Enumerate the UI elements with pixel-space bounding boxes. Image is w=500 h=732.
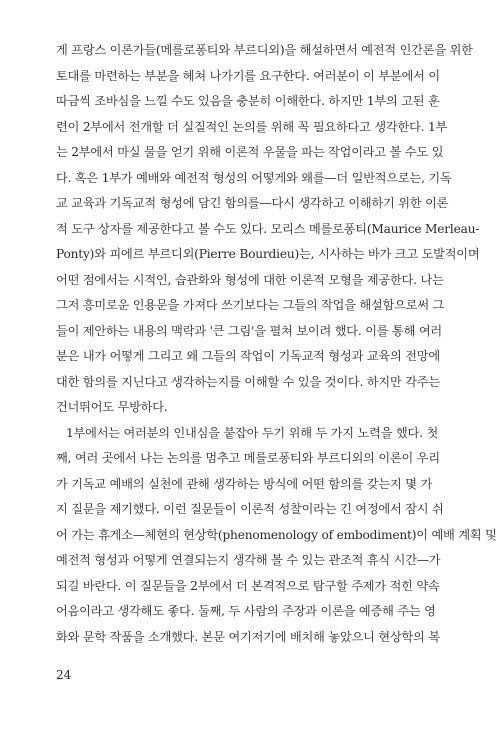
text-line: 어떤 점에서는 시적인, 습관화와 형성에 대한 이론적 모형을 제공한다. 나는 <box>56 272 444 287</box>
text-line: 지 질문을 제기했다. 이런 질문들이 이론적 성찰이라는 긴 여정에서 잠시 쉬 <box>56 502 444 516</box>
text-line: 는 2부에서 마실 물을 얻기 위해 이론적 우물을 파는 작업이라고 볼 수도 있 <box>56 145 444 159</box>
text-line: 건너뛰어도 무방하다. <box>56 400 168 414</box>
text-line: 되길 바란다. 이 질문들을 2부에서 더 본격적으로 탐구할 주제가 적힌 약속 <box>56 578 440 593</box>
page-number: 24 <box>56 668 72 682</box>
text-line: 교 교육과 기독교적 형성에 담긴 함의를—다시 생각하고 이해하기 위한 이론 <box>56 196 449 210</box>
text-line: 어음이라고 생각해도 좋다. 둘째, 두 사람의 주장과 이론을 예증해 주는 영 <box>56 604 436 618</box>
text-line: 화와 문학 작품을 소개했다. 본문 여기저기에 배치해 놓았으니 현상학의 복 <box>56 629 440 644</box>
text-line: Ponty)와 피에르 부르디외(Pierre Bourdieu)는, 시사하는 바가 크고 도발적이며 <box>56 247 480 261</box>
text-line: 다. 혹은 1부가 예배와 예전적 형성의 어떻게와 왜를—더 일반적으로는, 기독 <box>56 170 452 185</box>
text-line: 따금씩 조바심을 느낄 수도 있음을 충분히 이해한다. 하지만 1부의 고된 훈 <box>56 94 440 108</box>
text-line: 대한 함의를 지닌다고 생각하는지를 이해할 수 있을 것이다. 하지만 각주는 <box>56 374 440 389</box>
page-body <box>56 38 497 650</box>
text-line: 련이 2부에서 전개할 더 실질적인 논의를 위해 꼭 필요하다고 생각한다. 1부 <box>56 119 448 134</box>
text-line: 들이 제안하는 내용의 맥락과 '큰 그림'을 펼쳐 보이려 했다. 이를 통해 여러 <box>56 323 443 338</box>
paragraph-2 <box>56 421 497 651</box>
text-line: 게 프랑스 이론가들(메를로퐁티와 부르디외)을 해설하면서 예전적 인간론을 위한 <box>56 43 473 57</box>
text-line: 예전적 형성과 어떻게 연결되는지 생각해 볼 수 있는 관조적 휴식 시간—가 <box>56 553 441 567</box>
text-line: 적 도구 상자를 제공한다고 볼 수도 있다. 모리스 메를로퐁티(Maurice Merleau- <box>56 221 480 236</box>
text-line: 1부에서는 여러분의 인내심을 붙잡아 두기 위해 두 가지 노력을 했다. 첫 <box>66 425 439 440</box>
text-line: 가 기독교 예배의 실천에 관해 생각하는 방식에 어떤 함의를 갖는지 몇 가 <box>56 476 433 491</box>
text-line: 어 가는 휴게소—체현의 현상학(phenomenology of embodiment)이 예배 계획 및 <box>56 527 497 542</box>
text-line: 분은 내가 어떻게 그리고 왜 그들의 작업이 기독교적 형성과 교육의 전망에 <box>56 349 440 363</box>
text-line: 째, 여러 곳에서 나는 논의를 멈추고 메를로퐁티와 부르디외의 이론이 우리 <box>56 451 440 465</box>
text-line: 그저 흥미로운 인용문을 가져다 쓰기보다는 그들의 작업을 해설함으로써 그 <box>56 298 445 312</box>
text-line: 토대를 마련하는 부분을 헤쳐 나가기를 요구한다. 여러분이 이 부분에서 이 <box>56 68 440 83</box>
paragraph-1 <box>56 38 480 421</box>
